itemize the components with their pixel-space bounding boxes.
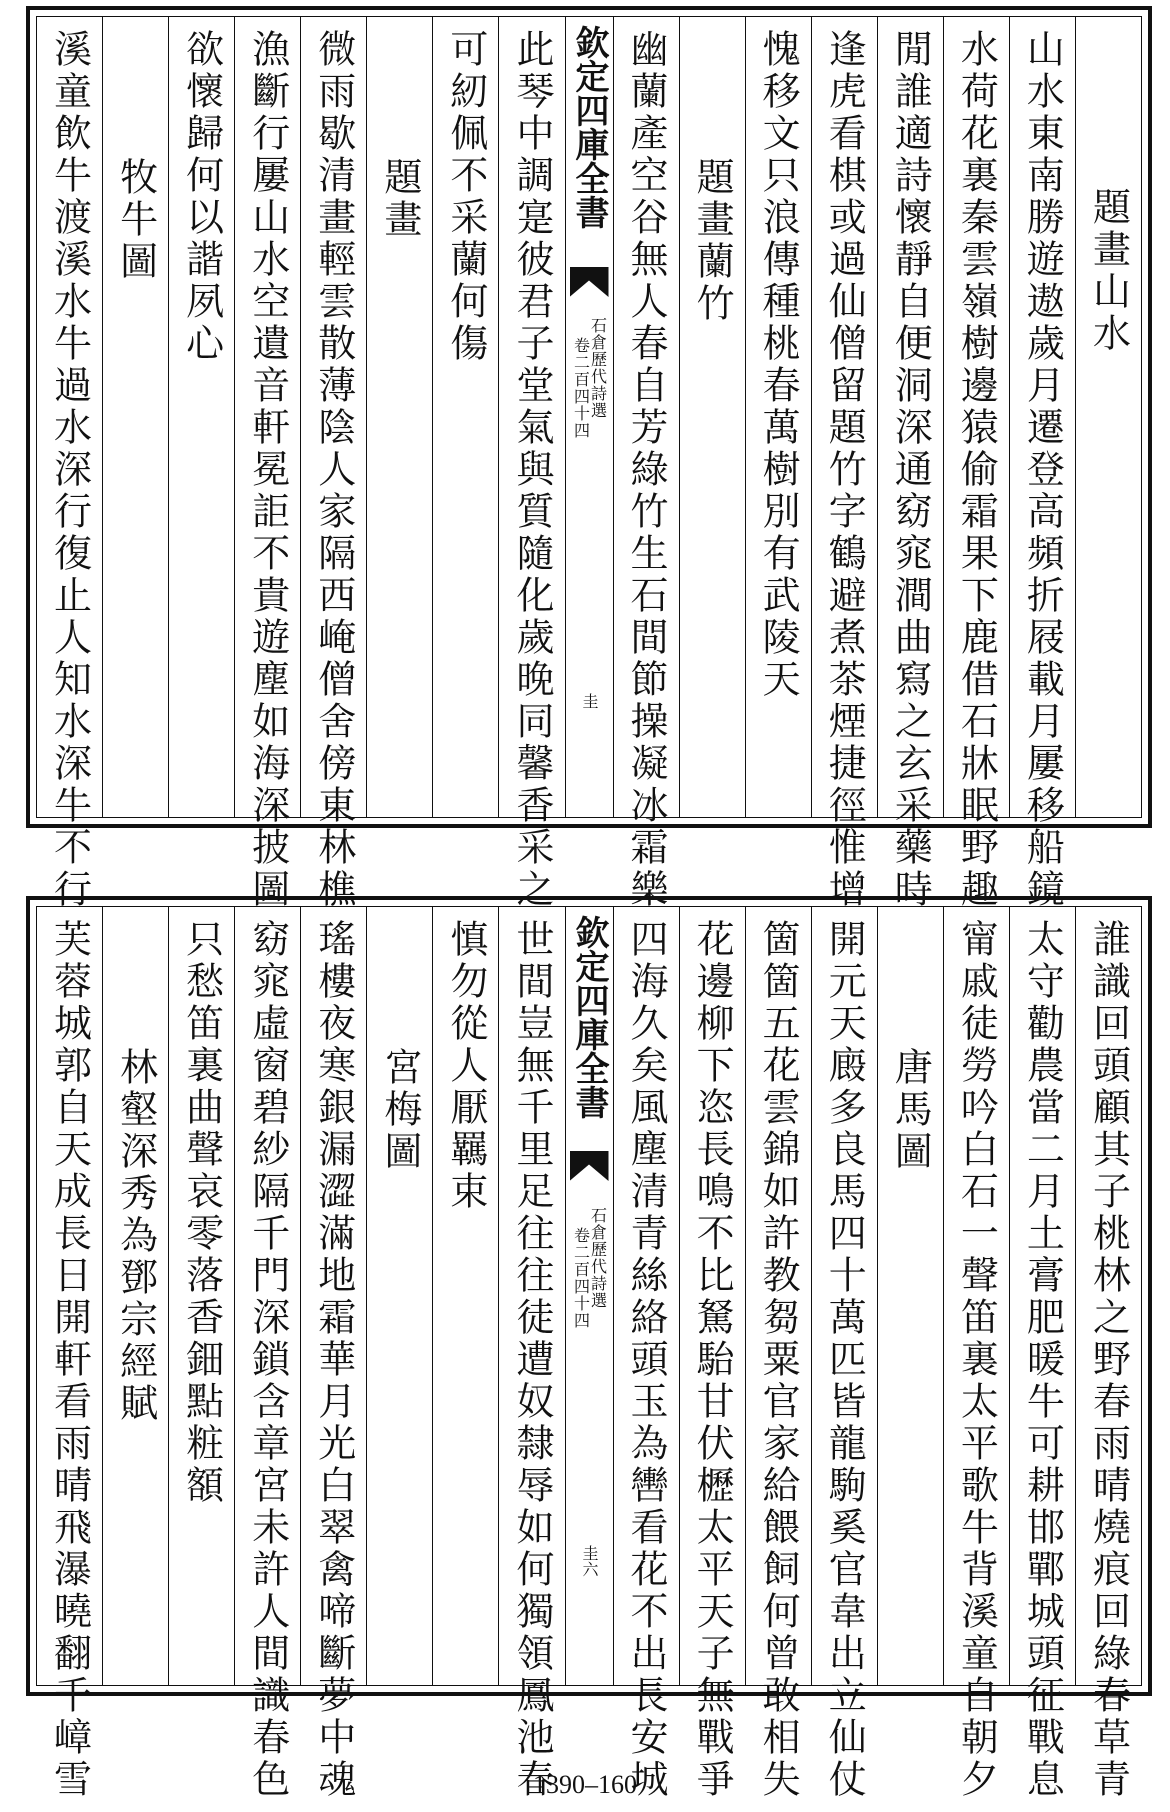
poem-line: 箇箇五花雲錦如許教芻粟官家給餵飼何曾敢相失 xyxy=(756,919,801,1801)
page-reference-number: 1390–160 xyxy=(533,1770,637,1799)
volume-number: 卷二百四十四 xyxy=(571,1227,591,1329)
poem-line: 誰識回頭顧其子桃林之野春雨晴燒痕回綠春草青 xyxy=(1086,919,1131,1801)
text-column xyxy=(37,17,102,911)
poem-line: 開元天廄多良馬四十萬匹皆龍駒奚官韋出立仙仗 xyxy=(822,919,867,1801)
poem-title: 林壑深秀為鄧宗經賦 xyxy=(113,1047,158,1425)
poem-title: 題畫 xyxy=(377,157,422,241)
book-title: 石倉歷代詩選 xyxy=(588,317,608,419)
text-column xyxy=(366,17,432,817)
fishtail-mark xyxy=(570,267,609,297)
text-column xyxy=(745,907,811,1801)
poem-line: 山水東南勝遊遨歲月遷登高頻折屐載月屢移船鏡 xyxy=(1020,29,1065,911)
series-title: 欽定四庫全書 xyxy=(569,915,609,1119)
column-grid xyxy=(36,16,1142,911)
poem-title: 唐馬圖 xyxy=(888,1047,933,1173)
text-column xyxy=(432,17,498,817)
text-column xyxy=(498,17,564,911)
text-column xyxy=(432,907,498,1685)
text-column xyxy=(234,907,300,1801)
center-fold-column xyxy=(565,17,613,817)
poem-line: 可紉佩不采蘭何傷 xyxy=(443,29,488,365)
text-column xyxy=(1075,907,1141,1801)
text-column xyxy=(102,17,168,817)
poem-title: 宮梅圖 xyxy=(377,1047,422,1173)
text-column xyxy=(37,907,102,1801)
poem-line: 芙蓉城郭自天成長日開軒看雨晴飛瀑曉翻千嶂雪 xyxy=(47,919,92,1801)
text-column xyxy=(1009,907,1075,1801)
poem-line: 漁斷行屢山水空遺音軒冕詎不貴遊塵如海深披圖 xyxy=(245,29,290,911)
text-column xyxy=(1075,17,1141,817)
volume-number: 卷二百四十四 xyxy=(571,337,591,439)
text-column xyxy=(300,17,366,911)
poem-line: 幽蘭產空谷無人春自芳綠竹生石間節操凝冰霜樂 xyxy=(624,29,669,911)
text-column xyxy=(877,907,943,1685)
poem-line: 微雨歇清畫輕雲散薄陰人家隔西崦僧舍傍東林樵 xyxy=(311,29,356,911)
poem-line: 太守勸農當二月土膏肥暖牛可耕邯鄲城頭征戰息 xyxy=(1020,919,1065,1801)
text-column xyxy=(613,907,679,1801)
poem-line: 窈窕虛窗碧紗隔千門深鎖含章宮未許人間識春色 xyxy=(245,919,290,1801)
poem-line: 溪童飲牛渡溪水牛過水深行復止人知水深牛不行 xyxy=(47,29,92,911)
poem-title: 題畫蘭竹 xyxy=(690,157,735,325)
page-frame xyxy=(26,6,1152,911)
text-column xyxy=(943,907,1009,1801)
text-column xyxy=(811,907,877,1801)
poem-line: 只愁笛裏曲聲哀零落香鈿點粧額 xyxy=(179,919,224,1507)
poem-line: 瑤樓夜寒銀漏澀滿地霜華月光白翠禽啼斷夢中魂 xyxy=(311,919,356,1801)
text-column xyxy=(1009,17,1075,911)
poem-line: 水荷花裏秦雲嶺樹邊猿偷霜果下鹿借石牀眠野趣 xyxy=(954,29,999,911)
text-column xyxy=(366,907,432,1685)
text-column xyxy=(943,17,1009,911)
poem-line: 欲懷歸何以諧夙心 xyxy=(179,29,224,365)
text-column xyxy=(498,907,564,1801)
leaf-number: 圭六 xyxy=(580,1545,599,1577)
book-title: 石倉歷代詩選 xyxy=(588,1207,608,1309)
text-column xyxy=(679,17,745,817)
poem-title: 題畫山水 xyxy=(1086,187,1131,355)
poem-line: 逢虎看棋或過仙僧留題竹字鶴避煮茶煙捷徑惟增 xyxy=(822,29,867,911)
poem-line: 花邊柳下恣長鳴不比駑駘甘伏櫪太平天子無戰爭 xyxy=(690,919,735,1801)
poem-line: 四海久矣風塵清青絲絡頭玉為轡看花不出長安城 xyxy=(624,919,669,1801)
text-column xyxy=(679,907,745,1801)
poem-line: 世間豈無千里足往往徒遭奴隸辱如何獨領鳳池春 xyxy=(509,919,554,1801)
text-column xyxy=(300,907,366,1801)
text-column xyxy=(877,17,943,911)
text-column xyxy=(168,907,234,1685)
text-column xyxy=(102,907,168,1685)
poem-title: 牧牛圖 xyxy=(113,157,158,283)
poem-line: 甯戚徒勞吟白石一聲笛裏太平歌牛背溪童自朝夕 xyxy=(954,919,999,1801)
text-column xyxy=(234,17,300,911)
poem-line: 閒誰適詩懷靜自便洞深通窈窕澗曲寫之玄采藥時 xyxy=(888,29,933,911)
poem-line: 此琴中調寔彼君子堂氣與質隨化歲晚同馨香采之 xyxy=(509,29,554,911)
text-column xyxy=(168,17,234,817)
text-column xyxy=(745,17,811,817)
center-fold-column xyxy=(565,907,613,1685)
leaf-number: 圭 xyxy=(580,693,599,709)
series-title: 欽定四庫全書 xyxy=(569,25,609,229)
fishtail-mark xyxy=(570,1151,609,1181)
text-column xyxy=(613,17,679,911)
poem-line: 慎勿從人厭羈束 xyxy=(443,919,488,1213)
text-column xyxy=(811,17,877,911)
poem-line: 愧移文只浪傳種桃春萬樹別有武陵天 xyxy=(756,29,801,701)
